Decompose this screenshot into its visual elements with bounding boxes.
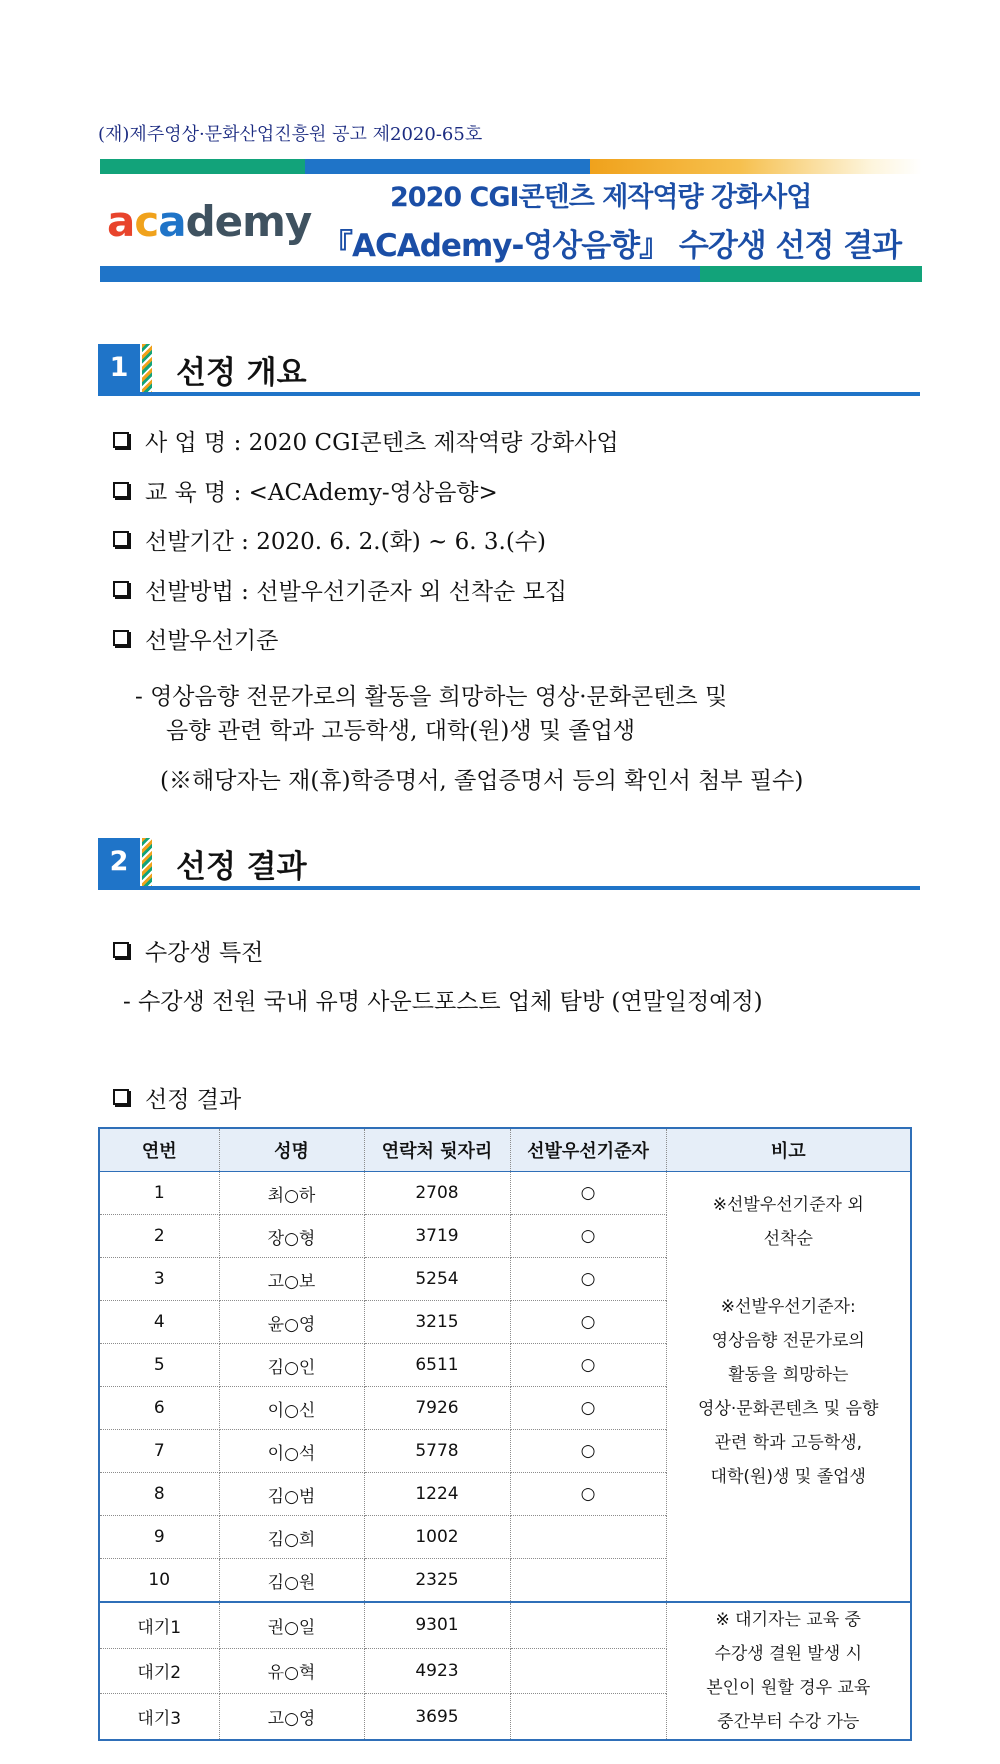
- cell-contact: 5254: [364, 1258, 510, 1301]
- cell-name: 윤○영: [219, 1301, 364, 1344]
- criteria-line-2: 음향 관련 학과 고등학생, 대학(원)생 및 졸업생: [166, 718, 636, 744]
- cell-priority: [510, 1694, 666, 1740]
- cell-number: 2: [99, 1215, 219, 1258]
- overview-item: [113, 573, 567, 606]
- benefit-text: - 수강생 전원 국내 유명 사운드포스트 업체 탐방 (연말일정예정): [123, 989, 763, 1015]
- cell-name: 김○인: [219, 1344, 364, 1387]
- band-orange: [590, 159, 922, 174]
- logo-part: demy: [185, 197, 312, 246]
- cell-name: 장○형: [219, 1215, 364, 1258]
- section-stripe: [142, 838, 152, 886]
- remark-line: 영상음향 전문가로의: [711, 1331, 865, 1351]
- checkbox-bullet-icon: [113, 531, 129, 547]
- remark-line: 활동을 희망하는: [728, 1365, 849, 1385]
- cell-number: 대기3: [99, 1694, 219, 1740]
- cell-name: 최○하: [219, 1172, 364, 1215]
- section-stripe: [142, 344, 152, 392]
- cell-name: 고○보: [219, 1258, 364, 1301]
- cell-name: 유○혁: [219, 1648, 364, 1694]
- checkbox-bullet-icon: [113, 630, 129, 646]
- cell-name: 고○영: [219, 1694, 364, 1740]
- overview-item: [113, 474, 498, 507]
- overview-item: [113, 523, 546, 556]
- waitlist-row: [99, 1602, 911, 1648]
- checkbox-bullet-icon: [113, 1089, 129, 1105]
- result-title: 선정 결과: [145, 1087, 242, 1113]
- cell-name: 김○범: [219, 1473, 364, 1516]
- criteria-note: (※해당자는 재(휴)학증명서, 졸업증명서 등의 확인서 첨부 필수): [160, 768, 804, 794]
- benefit-heading: [113, 934, 263, 967]
- notice-number: (재)제주영상·문화산업진흥원 공고 제2020-65호: [98, 124, 483, 145]
- remark-line: 선착순: [763, 1229, 813, 1249]
- cell-number: 9: [99, 1516, 219, 1559]
- cell-priority: ○: [510, 1387, 666, 1430]
- cell-number: 대기2: [99, 1648, 219, 1694]
- cell-number: 8: [99, 1473, 219, 1516]
- band-blue: [100, 266, 700, 282]
- remark-line: ※선발우선기준자:: [720, 1297, 856, 1317]
- cell-name: 이○석: [219, 1430, 364, 1473]
- cell-number: 10: [99, 1559, 219, 1603]
- cell-priority: ○: [510, 1301, 666, 1344]
- cell-number: 3: [99, 1258, 219, 1301]
- cell-contact: 3215: [364, 1301, 510, 1344]
- cell-priority: ○: [510, 1344, 666, 1387]
- col-header-remarks: 비고: [666, 1128, 911, 1172]
- cell-priority: [510, 1516, 666, 1559]
- banner-title: 『ACAdemy-영상음향』 수강생 선정 결과: [322, 228, 902, 264]
- band-green: [100, 159, 305, 174]
- remark-line: 대학(원)생 및 졸업생: [710, 1467, 866, 1487]
- overview-text: 선발방법 : 선발우선기준자 외 선착순 모집: [145, 579, 568, 605]
- cell-priority: ○: [510, 1430, 666, 1473]
- col-header-number: 연번: [99, 1128, 219, 1172]
- cell-priority: [510, 1559, 666, 1603]
- cell-name: 권○일: [219, 1602, 364, 1648]
- logo-part: c: [134, 197, 159, 246]
- overview-text: 사 업 명 : 2020 CGI콘텐츠 제작역량 강화사업: [145, 430, 619, 456]
- cell-contact: 3719: [364, 1215, 510, 1258]
- remark-line: 중간부터 수강 가능: [717, 1712, 860, 1732]
- col-header-priority: 선발우선기준자: [510, 1128, 666, 1172]
- cell-contact: 2708: [364, 1172, 510, 1215]
- cell-number: 4: [99, 1301, 219, 1344]
- section-title: 선정 결과: [176, 849, 307, 885]
- cell-contact: 1002: [364, 1516, 510, 1559]
- overview-item: [113, 622, 278, 655]
- band-green: [700, 266, 922, 282]
- remark-line: 본인이 원할 경우 교육: [706, 1678, 871, 1698]
- academy-logo: [107, 196, 311, 248]
- banner-subtitle: 2020 CGI콘텐츠 제작역량 강화사업: [390, 182, 812, 213]
- overview-text: 선발기간 : 2020. 6. 2.(화) ~ 6. 3.(수): [145, 529, 547, 555]
- section-rule: [98, 886, 920, 890]
- remark-line: 수강생 결원 발생 시: [714, 1644, 863, 1664]
- criteria-line-1: - 영상음향 전문가로의 활동을 희망하는 영상·문화콘텐츠 및: [135, 684, 728, 710]
- benefit-title: 수강생 특전: [145, 940, 264, 966]
- section-1-header: [98, 344, 920, 396]
- cell-number: 대기1: [99, 1602, 219, 1648]
- logo-part: a: [107, 197, 135, 246]
- section-title: 선정 개요: [176, 355, 307, 391]
- band-blue: [305, 159, 590, 174]
- cell-contact: 7926: [364, 1387, 510, 1430]
- col-header-name: 성명: [219, 1128, 364, 1172]
- cell-contact: 3695: [364, 1694, 510, 1740]
- remark-spacer: [667, 1256, 911, 1290]
- overview-item: [113, 424, 619, 457]
- cell-contact: 5778: [364, 1430, 510, 1473]
- cell-contact: 2325: [364, 1559, 510, 1603]
- cell-priority: ○: [510, 1258, 666, 1301]
- cell-number: 1: [99, 1172, 219, 1215]
- checkbox-bullet-icon: [113, 942, 129, 958]
- cell-contact: 9301: [364, 1602, 510, 1648]
- cell-name: 김○희: [219, 1516, 364, 1559]
- cell-priority: [510, 1648, 666, 1694]
- waitlist-remarks-cell: [666, 1602, 911, 1740]
- cell-priority: ○: [510, 1172, 666, 1215]
- checkbox-bullet-icon: [113, 432, 129, 448]
- section-rule: [98, 392, 920, 396]
- banner-bottom-band: [100, 266, 922, 282]
- table-header-row: [99, 1128, 911, 1172]
- cell-priority: ○: [510, 1473, 666, 1516]
- remark-line: ※ 대기자는 교육 중: [715, 1610, 861, 1630]
- remark-line: ※선발우선기준자 외: [712, 1195, 864, 1215]
- cell-number: 6: [99, 1387, 219, 1430]
- remarks-cell: [666, 1172, 911, 1603]
- cell-contact: 4923: [364, 1648, 510, 1694]
- cell-contact: 1224: [364, 1473, 510, 1516]
- cell-name: 이○신: [219, 1387, 364, 1430]
- banner-top-band: [100, 159, 922, 174]
- cell-number: 7: [99, 1430, 219, 1473]
- section-number: 2: [98, 838, 140, 886]
- remark-line: 영상·문화콘텐츠 및 음향: [698, 1399, 879, 1419]
- col-header-contact: 연락처 뒷자리: [364, 1128, 510, 1172]
- cell-priority: [510, 1602, 666, 1648]
- section-2-header: [98, 838, 920, 890]
- table-row: [99, 1172, 911, 1215]
- cell-number: 5: [99, 1344, 219, 1387]
- cell-name: 김○원: [219, 1559, 364, 1603]
- overview-text: 교 육 명 : <ACAdemy-영상음향>: [145, 480, 498, 506]
- checkbox-bullet-icon: [113, 482, 129, 498]
- logo-part: a: [158, 197, 186, 246]
- section-number: 1: [98, 344, 140, 392]
- checkbox-bullet-icon: [113, 581, 129, 597]
- overview-text: 선발우선기준: [145, 628, 279, 654]
- remark-line: 관련 학과 고등학생,: [714, 1433, 863, 1453]
- cell-contact: 6511: [364, 1344, 510, 1387]
- result-heading: [113, 1081, 241, 1114]
- cell-priority: ○: [510, 1215, 666, 1258]
- selection-table: [98, 1127, 912, 1741]
